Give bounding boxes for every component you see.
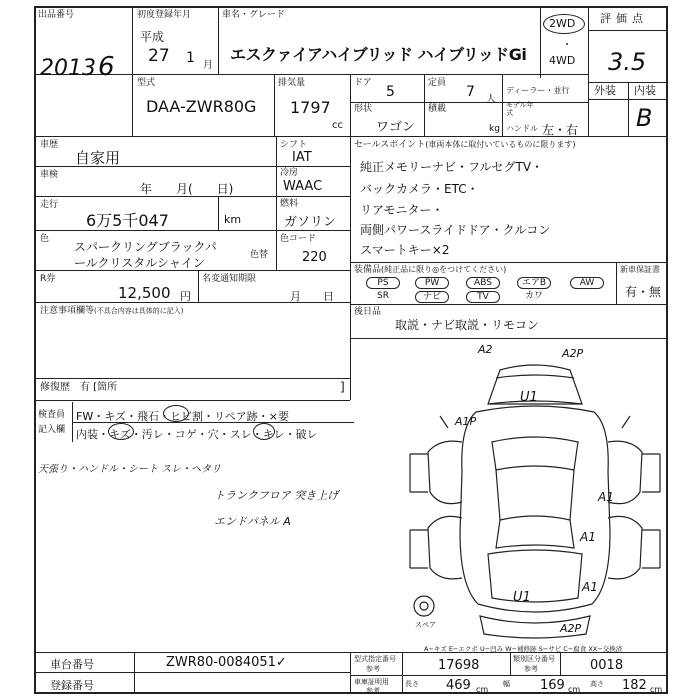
equip-sr: SR — [377, 291, 389, 301]
color-value-2: ールクリスタルシャイン — [74, 256, 205, 270]
divider — [134, 652, 135, 694]
repair-title: 修復歴 — [40, 382, 70, 393]
wid-value: 169 — [540, 678, 565, 693]
divider — [34, 400, 350, 401]
spec-label: 型式指定番号 — [354, 655, 396, 663]
damage-legend: A−キズ E−エクボ U−凹み W−補修跡 S−サビ C−腐食 XX−交換済 — [424, 645, 623, 653]
spec-value: 17698 — [438, 658, 480, 673]
color-label: 色 — [40, 234, 50, 244]
len-value: 469 — [446, 678, 471, 693]
wid-label: 幅 — [503, 680, 510, 688]
cm-unit: cm — [476, 685, 489, 694]
shift-label: シフト — [280, 140, 308, 150]
reg-month-unit: 月 — [203, 60, 213, 71]
divider — [34, 166, 276, 167]
divider — [350, 74, 351, 136]
reg-year: 27 — [148, 46, 170, 66]
len-label: 長さ — [405, 680, 419, 688]
divider — [274, 74, 275, 136]
dealer-label: ディーラー・並行 — [506, 86, 570, 95]
notice-value: 月 日 — [290, 290, 334, 303]
damage-mark: U1 — [520, 390, 538, 405]
damage-mark: A1 — [580, 530, 596, 544]
ref-label: 参考 — [366, 687, 380, 695]
regno-label: 登録番号 — [50, 679, 94, 692]
divider — [560, 652, 561, 675]
divider — [350, 338, 668, 339]
damage-mark: U1 — [513, 590, 531, 605]
shape-value: ワゴン — [376, 120, 416, 135]
divider — [628, 82, 629, 136]
mark-circle — [253, 423, 275, 440]
model-year-label: モデル年式 — [506, 101, 534, 117]
shape-label: 形状 — [354, 104, 373, 114]
car-name: エスクァイアハイブリッド ハイブリッドGi — [230, 45, 527, 64]
cap-label: 定員 — [428, 78, 447, 88]
load-label: 積載 — [428, 104, 447, 114]
chassis-value: ZWR80-0084051✓ — [166, 655, 287, 670]
name-label: 車名・グレード — [222, 10, 286, 20]
divider — [510, 652, 511, 675]
divider — [276, 230, 277, 270]
notes-sub: (不具合内容は具体的に記入) — [94, 307, 184, 315]
ref-label: 参考 — [366, 665, 380, 673]
load-unit: kg — [489, 124, 500, 134]
handwritten-note: エンドパネル A — [214, 515, 291, 528]
repair-close: ] — [340, 380, 345, 394]
divider — [588, 30, 668, 31]
reg-label: 初度登録年月 — [137, 10, 192, 20]
damage-mark: A2 — [478, 343, 493, 356]
ac-label: 冷房 — [280, 168, 299, 178]
divider — [198, 270, 199, 302]
color-code-label: 色コード — [280, 234, 317, 244]
extras-label: 後日品 — [354, 307, 382, 317]
int-label: 内装 — [634, 84, 656, 97]
sales-item: スマートキー×2 — [360, 243, 450, 257]
recycle-value: 12,500 — [118, 284, 171, 302]
divider — [350, 136, 351, 400]
sales-item: リアモニター・ — [360, 203, 444, 217]
divider — [218, 196, 219, 230]
ref-label: 参考 — [524, 665, 538, 673]
spare-label: スペア — [415, 621, 436, 629]
history-value: 自家用 — [75, 149, 121, 167]
sales-sub: (車両本体に取付いているものに限ります) — [425, 140, 576, 149]
lot-label: 出品番号 — [38, 10, 75, 20]
equip-ps: PS — [366, 277, 400, 289]
lot-value — [40, 52, 115, 82]
divider — [502, 74, 503, 136]
ext-label: 外装 — [594, 84, 616, 97]
divider — [34, 74, 588, 75]
int-grade: B — [636, 104, 653, 132]
color-value-1: スパークリングブラックパ — [74, 240, 217, 254]
door-label: ドア — [354, 78, 372, 88]
divider — [218, 6, 219, 74]
cap-value: 7 — [466, 84, 475, 100]
cm-unit: cm — [650, 685, 663, 694]
notes-title: 注意事項欄等 — [40, 306, 95, 316]
divider — [350, 675, 668, 676]
ac-value: WAAC — [283, 179, 323, 194]
divider — [540, 6, 541, 78]
divider — [132, 6, 133, 136]
mileage-value: 6万5千047 — [86, 211, 169, 230]
eval-score: 3.5 — [608, 48, 647, 76]
divider — [350, 102, 588, 103]
color-code-value: 220 — [302, 250, 327, 265]
history-label: 車歴 — [40, 140, 59, 150]
color-swap-label: 色替 — [250, 250, 269, 260]
cap-unit: 人 — [486, 94, 496, 105]
disp-label: 排気量 — [278, 78, 306, 88]
sales-item: 純正メモリーナビ・フルセグTV・ — [360, 160, 544, 174]
exterior-row: FW・キズ・飛石・ヒビ割・リペア跡・×要 — [76, 410, 289, 423]
handle-label: ハンドル — [506, 124, 538, 133]
lot-suffix: 6 — [98, 52, 115, 82]
model-label: 型式 — [137, 78, 156, 88]
repair-label — [40, 383, 117, 393]
divider — [276, 196, 350, 197]
divider — [72, 422, 354, 423]
warranty-value: 有・無 — [625, 285, 662, 299]
equip-navi: ナビ — [415, 291, 449, 303]
hei-label: 高さ — [590, 680, 604, 688]
mark-circle — [108, 423, 134, 440]
lot-number: 2013 — [40, 56, 96, 81]
shift-value: IAT — [292, 150, 312, 165]
divider — [424, 74, 425, 136]
divider — [350, 652, 351, 694]
handwritten-note: トランクフロア 突き上げ — [214, 489, 339, 502]
divider — [34, 230, 350, 231]
divider — [34, 652, 668, 653]
divider — [34, 136, 668, 137]
reg-month: 1 — [186, 50, 195, 66]
class-label: 類別区分番号 — [513, 655, 555, 663]
equipment-label — [354, 265, 506, 275]
model-value: DAA-ZWR80G — [146, 97, 257, 116]
eval-label: 評価点 — [600, 12, 648, 25]
inspector-label: 検査員 — [38, 410, 66, 420]
mark-circle — [163, 405, 189, 422]
damage-mark: A2P — [560, 622, 582, 635]
equip-aw: AW — [570, 277, 604, 289]
recycle-label: R券 — [40, 274, 56, 284]
recycle-unit: 円 — [180, 290, 191, 303]
equip-abs: ABS — [466, 277, 500, 289]
equipment-sub: (純正品に限り◎をつけてください) — [381, 265, 507, 274]
fuel-value: ガソリン — [284, 215, 337, 230]
divider — [350, 262, 668, 263]
damage-mark: A1 — [582, 580, 598, 594]
damage-mark: A1P — [455, 415, 477, 428]
inspection-value: 年 月( 日) — [140, 182, 234, 196]
divider — [350, 304, 668, 305]
sales-item: バックカメラ・ETC・ — [360, 182, 479, 196]
equip-tv: TV — [466, 291, 500, 303]
fill-label: 記入欄 — [38, 425, 66, 435]
divider — [616, 262, 617, 304]
interior-row: 内装・キズ・汚レ・コゲ・穴・スレ・キレ・破レ — [76, 428, 318, 441]
handwritten-note: 天張り・ハンドル・シート スレ・ヘタリ — [38, 464, 222, 475]
disp-value: 1797 — [290, 98, 331, 117]
equip-airbag: エアB — [517, 277, 551, 289]
divider — [34, 672, 350, 673]
notice-label: 名変通知期限 — [202, 274, 257, 284]
door-value: 5 — [386, 84, 395, 100]
fuel-label: 燃料 — [280, 199, 299, 209]
damage-mark: A1 — [598, 490, 614, 504]
disp-unit: cc — [332, 120, 343, 131]
mileage-unit: km — [224, 213, 242, 226]
equip-leather: カワ — [524, 291, 543, 301]
hei-value: 182 — [622, 678, 647, 693]
handle-value: 左・右 — [542, 123, 579, 137]
cm-unit: cm — [568, 685, 581, 694]
divider — [402, 652, 403, 694]
sales-label — [354, 140, 575, 150]
repair-value: 有 [箇所 — [80, 382, 118, 393]
extras-value: 取説・ナビ取説・リモコン — [395, 318, 540, 332]
damage-mark: A2P — [562, 347, 584, 360]
drive-separator: ・ — [562, 40, 572, 51]
divider — [588, 99, 668, 100]
car-damage-diagram — [400, 342, 670, 642]
sales-item: 両側パワースライドドア・クルコン — [360, 223, 551, 237]
equipment-title: 装備品 — [354, 265, 382, 275]
chassis-label: 車台番号 — [50, 658, 94, 671]
mileage-label: 走行 — [40, 200, 59, 210]
cert-label: 車庫証明用 — [354, 678, 389, 686]
divider — [34, 378, 350, 379]
class-value: 0018 — [590, 658, 624, 673]
notes-label — [40, 306, 183, 316]
inspection-label: 車検 — [40, 170, 59, 180]
drive-2wd: 2WD — [549, 17, 576, 30]
equip-pw: PW — [415, 277, 449, 289]
divider — [276, 166, 350, 167]
sales-title: セールスポイント — [354, 140, 426, 150]
drive-4wd: 4WD — [549, 54, 576, 67]
era-label: 平成 — [140, 30, 165, 44]
divider — [588, 6, 589, 136]
warranty-label: 新車保証書 — [620, 265, 660, 274]
